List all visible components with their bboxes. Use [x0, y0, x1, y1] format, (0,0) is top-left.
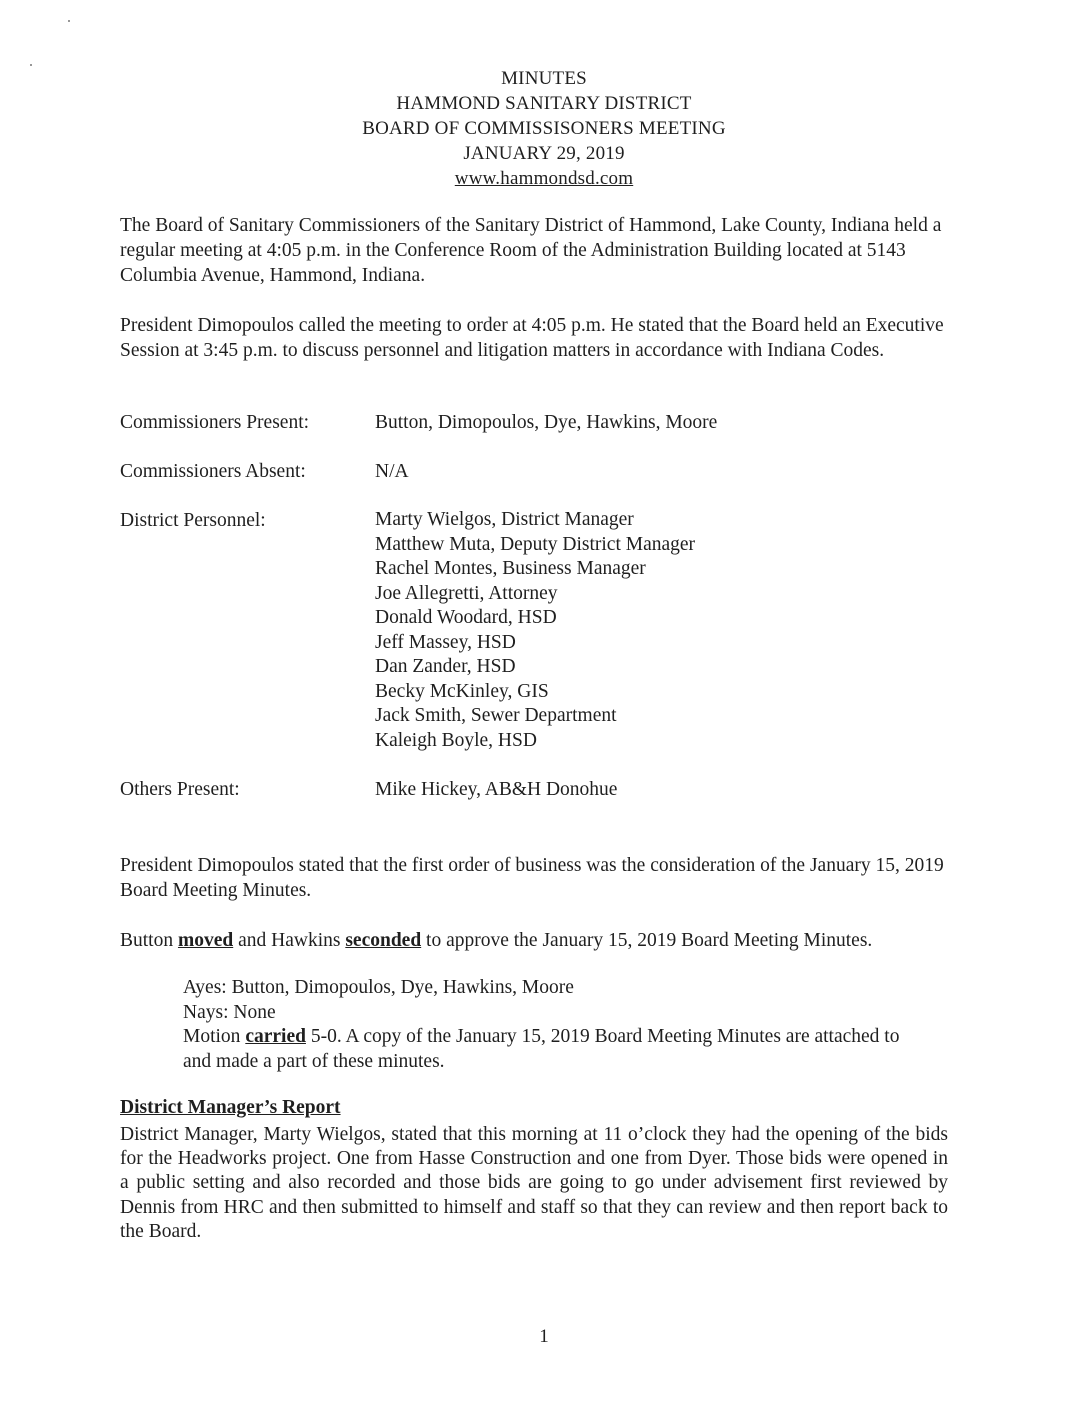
header-meeting: BOARD OF COMMISSISONERS MEETING	[362, 118, 726, 139]
header-title: MINUTES	[501, 68, 587, 89]
first-business-paragraph: President Dimopoulos stated that the first order of business was the consideration of the January 15, 2019 Board Meeting Minutes.	[120, 855, 944, 901]
personnel-item: Becky McKinley, GIS	[375, 680, 549, 702]
personnel-item: Donald Woodard, HSD	[375, 607, 557, 628]
district-personnel-list	[375, 508, 695, 753]
header-website-link[interactable]: www.hammondsd.com	[454, 168, 634, 189]
personnel-item: Joe Allegretti, Attorney	[375, 582, 558, 604]
intro-paragraph: The Board of Sanitary Commissioners of the Sanitary District of Hammond, Lake County, Indiana held a regular meeting at 4:05 p.m. in the Conference Room of the Administration Building located at 5143 Columbia Avenue, Hammond, Indiana.	[120, 215, 942, 286]
commissioners-absent-label: Commissioners Absent:	[120, 461, 306, 482]
vote-block	[183, 976, 903, 1074]
personnel-item: Matthew Muta, Deputy District Manager	[375, 533, 696, 555]
district-manager-report-heading: District Manager’s Report	[120, 1097, 341, 1118]
district-personnel-label: District Personnel:	[120, 510, 266, 531]
call-to-order-paragraph: President Dimopoulos called the meeting to order at 4:05 p.m. He stated that the Board held an Executive Session at 3:45 p.m. to discuss personnel and litigation matters in accordance with Indiana Codes.	[120, 315, 944, 361]
header-date: JANUARY 29, 2019	[463, 143, 625, 164]
moved-word: moved	[177, 930, 234, 951]
personnel-item: Marty Wielgos, District Manager	[375, 509, 634, 530]
personnel-item: Dan Zander, HSD	[375, 656, 516, 677]
others-present-label: Others Present:	[120, 779, 240, 800]
vote-result	[183, 1025, 903, 1074]
personnel-item: Jack Smith, Sewer Department	[375, 705, 617, 726]
district-manager-report-text: District Manager, Marty Wielgos, stated that this morning at 11 o’clock they had the opening of the bids for the Headworks project. One from Hasse Construction and one from Dyer. Those bids were opened in a public setting and also recorded and those bids are going to go under advisement first reviewed by Dennis from HRC and then submitted to himself and staff so that they can review and then report back to the Board.	[120, 1124, 948, 1242]
motion-and-text: and Hawkins	[238, 930, 341, 951]
vote-ayes: Ayes: Button, Dimopoulos, Dye, Hawkins, Moore	[183, 977, 574, 998]
commissioners-present-label: Commissioners Present:	[120, 412, 310, 433]
carried-word: carried	[245, 1026, 306, 1047]
motion-mover: Button	[120, 930, 174, 951]
personnel-item: Kaleigh Boyle, HSD	[375, 729, 537, 751]
personnel-item: Rachel Montes, Business Manager	[375, 558, 646, 579]
vote-nays: Nays: None	[183, 1001, 276, 1023]
commissioners-present-value: Button, Dimopoulos, Dye, Hawkins, Moore	[375, 412, 718, 433]
commissioners-absent-value: N/A	[375, 461, 409, 482]
motion-paragraph	[120, 928, 960, 953]
seconded-word: seconded	[345, 930, 422, 951]
motion-word: Motion	[183, 1026, 241, 1047]
motion-rest: to approve the January 15, 2019 Board Meeting Minutes.	[426, 930, 873, 951]
header-organization: HAMMOND SANITARY DISTRICT	[396, 93, 692, 114]
page-number: 1	[539, 1326, 549, 1347]
document-header	[0, 66, 1088, 191]
scan-speck	[68, 20, 70, 22]
carried-rest: 5-0. A copy of the January 15, 2019 Board Meeting Minutes are attached to and made a part of these minutes.	[183, 1026, 900, 1072]
personnel-item: Jeff Massey, HSD	[375, 631, 516, 653]
others-present-value: Mike Hickey, AB&H Donohue	[375, 779, 618, 800]
